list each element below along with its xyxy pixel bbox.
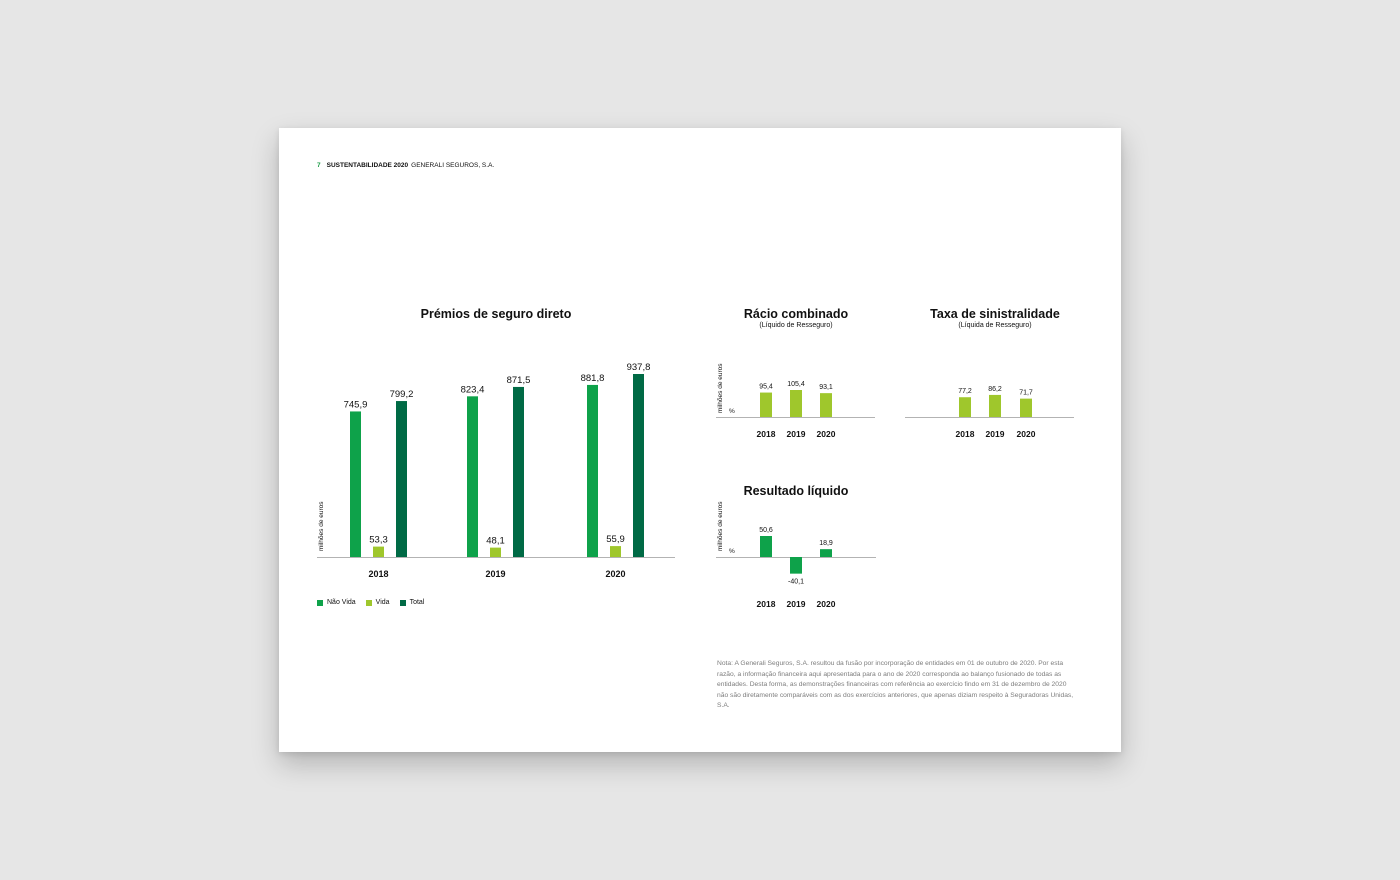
chart-1-data-label-2018-0: 95,4 xyxy=(759,383,773,391)
chart-0-data-label-2019-2: 871,5 xyxy=(506,374,531,386)
chart-0-bar-2020-total xyxy=(633,374,644,557)
chart-3-tick-label-2019: 2019 xyxy=(786,599,806,609)
chart-3-bar-2018-value xyxy=(760,536,772,557)
chart-1-tick-label-2019: 2019 xyxy=(786,429,806,439)
chart-0-tick-label-2019: 2019 xyxy=(485,569,506,579)
resultado-chart-title: Resultado líquido xyxy=(743,484,849,498)
chart-0-bar-2019-total xyxy=(513,387,524,557)
chart-3-tick-label-2020: 2020 xyxy=(816,599,836,609)
chart-0-bar-2019-vida xyxy=(490,548,501,557)
chart-2-tick-label-2018: 2018 xyxy=(955,429,975,439)
legend-swatch-total xyxy=(400,600,406,606)
chart-0-ylabel: milhões de euros xyxy=(318,501,325,551)
page-number: 7 xyxy=(317,162,321,169)
chart-2-data-label-2018-0: 77,2 xyxy=(958,388,972,396)
footnote: Nota: A Generali Seguros, S.A. resultou da fusão por incorporação de entidades em 01 de outubro de 2020. Por esta razão, a informação financeira aqui apresentada para o ano de 2020 corresponda ao balanço fusionado de todas as entidades. Desta forma, as demonstrações financeiras com referência ao exercício findo em 31 de dezembro de 2020 não são diretamente comparáveis com as dos exercícios anteriores, que apenas diziam respeito à Seguradoras Unidas, S.A. xyxy=(717,660,1074,710)
chart-3-bar-2020-value xyxy=(820,549,832,557)
chart-0-data-label-2020-0: 881,8 xyxy=(580,372,605,384)
chart-2-tick-label-2020: 2020 xyxy=(1016,429,1036,439)
chart-3-data-label-2019-0: -40,1 xyxy=(788,578,804,586)
chart-1-data-label-2019-0: 105,4 xyxy=(787,381,805,388)
report-page xyxy=(279,128,1121,752)
chart-3-bar-2019-value xyxy=(790,557,802,574)
chart-1-tick-label-2020: 2020 xyxy=(816,429,836,439)
premios-chart-title: Prémios de seguro direto xyxy=(420,307,572,321)
chart-3-unit-label: % xyxy=(729,548,735,555)
chart-2-bar-2018-value xyxy=(959,397,971,417)
report-name: SUSTENTABILIDADE 2020 xyxy=(326,162,409,169)
legend-label-vida: Vida xyxy=(375,599,390,606)
taxa-chart-subtitle: (Líquida de Resseguro) xyxy=(958,322,1032,329)
legend-label-total: Total xyxy=(409,599,425,606)
chart-1-bar-2018-value xyxy=(760,393,772,417)
legend-swatch-nao-vida xyxy=(317,600,323,606)
chart-0-data-label-2018-1: 53,3 xyxy=(369,534,388,546)
taxa-chart-title: Taxa de sinistralidade xyxy=(930,307,1060,321)
chart-3-tick-label-2018: 2018 xyxy=(756,599,776,609)
chart-0-bar-2020-vida xyxy=(610,546,621,557)
chart-0-bar-2018-vida xyxy=(373,547,384,557)
chart-0-bar-2018-não-vida xyxy=(350,411,361,557)
racio-chart-subtitle: (Líquido de Resseguro) xyxy=(759,322,833,329)
chart-3-data-label-2018-0: 50,6 xyxy=(759,527,773,534)
chart-2-bar-2020-value xyxy=(1020,399,1032,417)
chart-0-data-label-2019-1: 48,1 xyxy=(486,535,505,547)
legend-item-total xyxy=(400,599,425,606)
chart-1-data-label-2020-0: 93,1 xyxy=(819,384,833,392)
chart-0-data-label-2020-2: 937,8 xyxy=(626,362,651,373)
chart-2-data-label-2020-0: 71,7 xyxy=(1019,389,1033,397)
chart-0-bar-2020-não-vida xyxy=(587,385,598,557)
chart-0-bar-2019-não-vida xyxy=(467,396,478,557)
premios-legend xyxy=(317,599,434,606)
chart-1-ylabel: milhões de euros xyxy=(717,363,724,413)
racio-chart-title: Rácio combinado xyxy=(743,307,849,321)
chart-0-data-label-2020-1: 55,9 xyxy=(606,534,625,546)
chart-2-bar-2019-value xyxy=(989,395,1001,417)
chart-1-unit-label: % xyxy=(729,408,735,415)
legend-swatch-vida xyxy=(366,600,372,606)
chart-2-tick-label-2019: 2019 xyxy=(985,429,1005,439)
legend-label-nao-vida: Não Vida xyxy=(327,599,356,606)
chart-1-bar-2019-value xyxy=(790,390,802,417)
chart-1-tick-label-2018: 2018 xyxy=(756,429,776,439)
chart-0-data-label-2018-0: 745,9 xyxy=(343,399,368,411)
chart-0-tick-label-2020: 2020 xyxy=(605,569,626,579)
chart-1-bar-2020-value xyxy=(820,393,832,417)
legend-item-vida xyxy=(366,599,390,606)
company-name: GENERALI SEGUROS, S.A. xyxy=(411,162,495,169)
legend-item-nao-vida xyxy=(317,599,356,606)
chart-0-tick-label-2018: 2018 xyxy=(368,569,389,579)
chart-0-data-label-2018-2: 799,2 xyxy=(389,389,414,401)
chart-0-data-label-2019-0: 823,4 xyxy=(460,384,485,396)
chart-3-data-label-2020-0: 18,9 xyxy=(819,540,833,548)
chart-3-ylabel: milhões de euros xyxy=(717,501,724,551)
chart-2-data-label-2019-0: 86,2 xyxy=(988,385,1002,393)
chart-0-bar-2018-total xyxy=(396,401,407,557)
